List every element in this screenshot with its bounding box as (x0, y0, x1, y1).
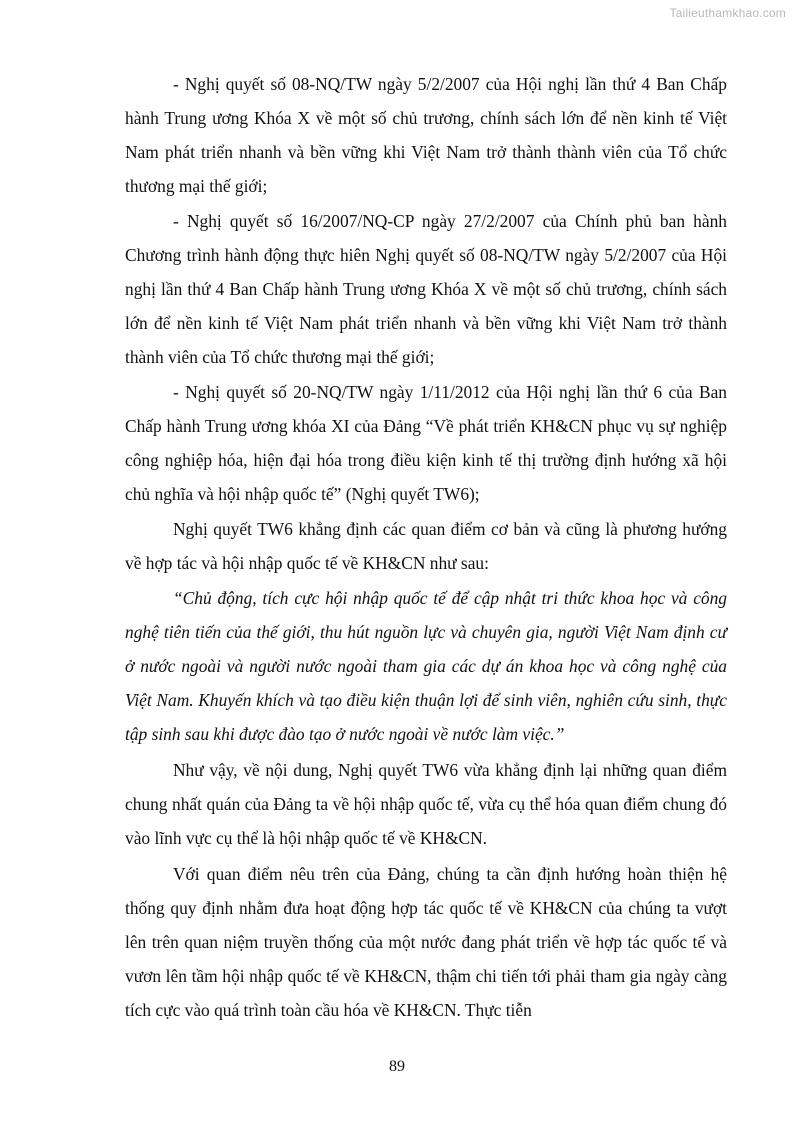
paragraph-content-summary: Như vậy, về nội dung, Nghị quyết TW6 vừa khẳng định lại những quan điểm chung nhất quán của Đảng ta về hội nhập quốc tế, vừa cụ thể hóa quan điểm chung đó vào lĩnh vực cụ thể là hội nhập quốc tế về KH&CN. (125, 760, 727, 848)
paragraph-resolution-16: - Nghị quyết số 16/2007/NQ-CP ngày 27/2/2007 của Chính phủ ban hành Chương trình hành động thực hiên Nghị quyết số 08-NQ/TW ngày 5/2/2007 của Hội nghị lần thứ 4 Ban Chấp hành Trung ương Khóa X về một số chủ trương, chính sách lớn để nền kinh tế Việt Nam phát triển nhanh và bền vững khi Việt Nam trở thành thành viên của Tổ chức thương mại thế giới; (125, 211, 727, 367)
paragraph-tw6-intro: Nghị quyết TW6 khẳng định các quan điểm cơ bản và cũng là phương hướng về hợp tác và hội nhập quốc tế về KH&CN như sau: (125, 519, 727, 573)
watermark: Tailieuthamkhao.com (669, 6, 786, 20)
paragraph-resolution-20: - Nghị quyết số 20-NQ/TW ngày 1/11/2012 của Hội nghị lần thứ 6 của Ban Chấp hành Trung ương khóa XI của Đảng “Về phát triển KH&CN phục vụ sự nghiệp công nghiệp hóa, hiện đại hóa trong điều kiện kinh tế thị trường định hướng xã hội chủ nghĩa và hội nhập quốc tế” (Nghị quyết TW6); (125, 382, 727, 504)
paragraph-resolution-08: - Nghị quyết số 08-NQ/TW ngày 5/2/2007 của Hội nghị lần thứ 4 Ban Chấp hành Trung ương Khóa X về một số chủ trương, chính sách lớn để nền kinh tế Việt Nam phát triển nhanh và bền vững khi Việt Nam trở thành thành viên của Tổ chức thương mại thế giới; (125, 74, 727, 196)
page-number: 89 (389, 1058, 405, 1075)
document-body (125, 67, 727, 1027)
paragraph-tw6-quote: “Chủ động, tích cực hội nhập quốc tế để cập nhật tri thức khoa học và công nghệ tiên tiến của thế giới, thu hút nguồn lực và chuyên gia, người Việt Nam định cư ở nước ngoài và người nước ngoài tham gia các dự án khoa học và công nghệ của Việt Nam. Khuyến khích và tạo điều kiện thuận lợi để sinh viên, nghiên cứu sinh, thực tập sinh sau khi được đào tạo ở nước ngoài về nước làm việc.” (125, 588, 727, 744)
paragraph-orientation: Với quan điểm nêu trên của Đảng, chúng ta cần định hướng hoàn thiện hệ thống quy định nhằm đưa hoạt động hợp tác quốc tế về KH&CN của chúng ta vượt lên trên quan niệm truyền thống của một nước đang phát triển về hợp tác quốc tế và vươn lên tầm hội nhập quốc tế về KH&CN, thậm chi tiến tới phải tham gia ngày càng tích cực vào quá trình toàn cầu hóa về KH&CN. Thực tiễn (125, 864, 727, 1020)
